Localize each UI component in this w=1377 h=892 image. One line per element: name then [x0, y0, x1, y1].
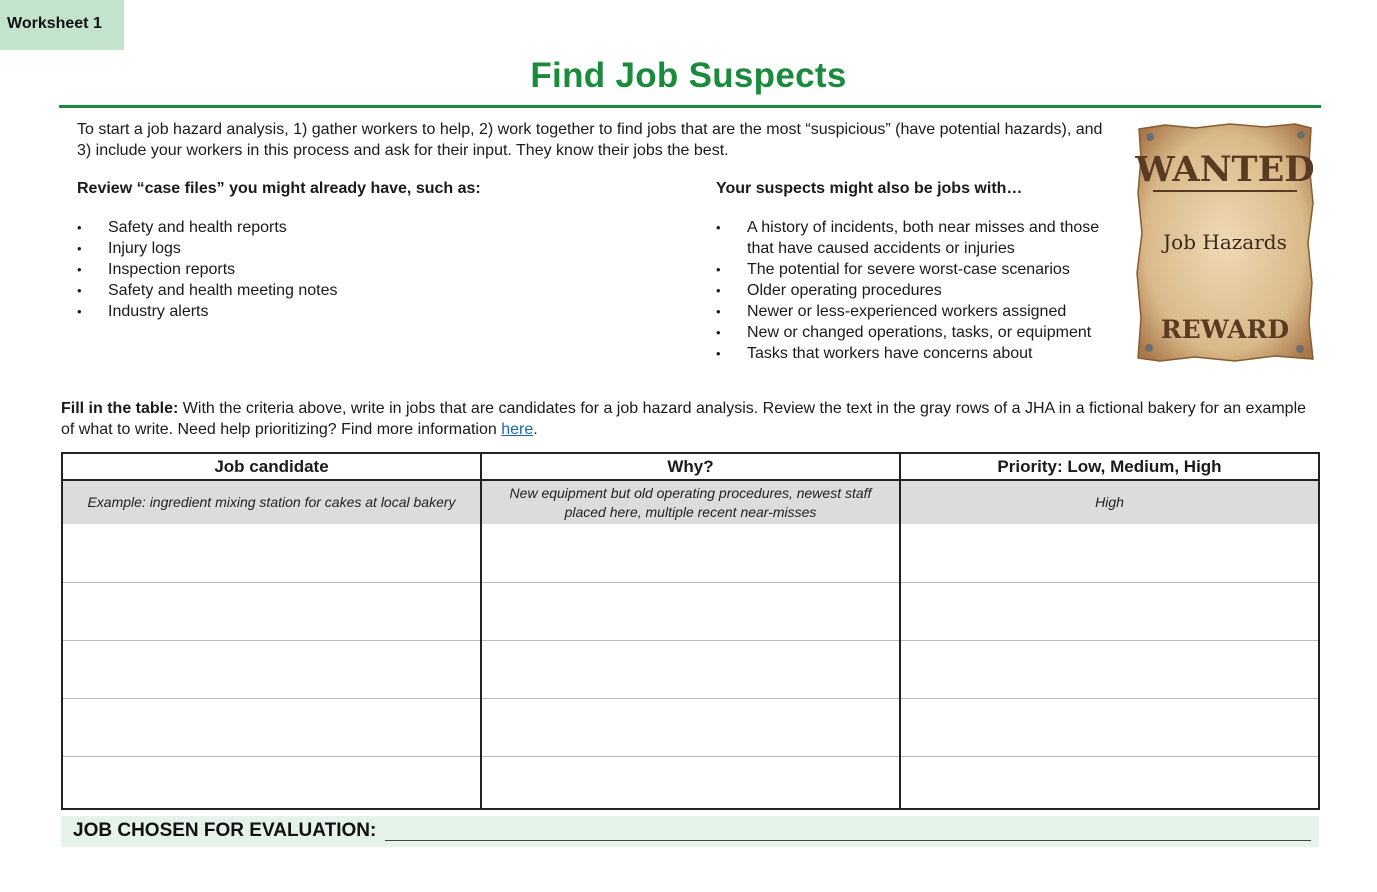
- list-item: • Industry alerts: [77, 301, 637, 322]
- list-item: • Newer or less-experienced workers assigned: [716, 301, 1121, 322]
- job-chosen-input-line[interactable]: [385, 840, 1311, 841]
- suspects-heading: Your suspects might also be jobs with…: [716, 180, 1023, 197]
- job-candidate-cell[interactable]: [62, 698, 481, 756]
- fill-instructions-label: Fill in the table:: [61, 400, 179, 417]
- header-job-candidate: Job candidate: [62, 453, 481, 480]
- poster-reward-text: REWARD: [1160, 315, 1290, 344]
- poster-wanted-text: WANTED: [1135, 149, 1315, 190]
- priority-cell[interactable]: [900, 698, 1319, 756]
- list-item: • Safety and health reports: [77, 217, 637, 238]
- fill-instructions: [61, 398, 1311, 440]
- job-chosen-label: JOB CHOSEN FOR EVALUATION:: [73, 820, 377, 841]
- list-item: • The potential for severe worst-case scenarios: [716, 259, 1121, 280]
- example-row: [62, 480, 1319, 524]
- table-row: [62, 640, 1319, 698]
- list-item: • New or changed operations, tasks, or equipment: [716, 322, 1121, 343]
- list-item: • Inspection reports: [77, 259, 637, 280]
- list-item: • A history of incidents, both near misses and those that have caused accidents or injuries: [716, 217, 1121, 259]
- job-candidate-cell[interactable]: [62, 640, 481, 698]
- job-candidate-cell[interactable]: [62, 756, 481, 809]
- why-cell[interactable]: [481, 756, 900, 809]
- wanted-poster-illustration: [1135, 123, 1315, 363]
- job-candidate-cell[interactable]: [62, 524, 481, 582]
- pin-icon: [1145, 344, 1153, 352]
- table-row: [62, 582, 1319, 640]
- job-candidate-cell[interactable]: [62, 582, 481, 640]
- table-row: [62, 756, 1319, 809]
- title-divider: [59, 105, 1321, 108]
- poster-job-hazards-text: Job Hazards: [1163, 230, 1287, 254]
- worksheet-tag: Worksheet 1: [0, 0, 124, 50]
- priority-cell[interactable]: [900, 756, 1319, 809]
- job-chosen-bar: [61, 816, 1319, 847]
- why-cell[interactable]: [481, 640, 900, 698]
- priority-cell[interactable]: [900, 524, 1319, 582]
- pin-icon: [1297, 131, 1305, 139]
- job-candidates-table: [61, 452, 1320, 810]
- priority-cell[interactable]: [900, 640, 1319, 698]
- example-why: New equipment but old operating procedures, newest staff placed here, multiple recent near-misses: [481, 480, 900, 524]
- page-title: Find Job Suspects: [530, 56, 847, 95]
- list-item: • Older operating procedures: [716, 280, 1121, 301]
- table-row: [62, 524, 1319, 582]
- pin-icon: [1146, 133, 1154, 141]
- fill-instructions-text: With the criteria above, write in jobs that are candidates for a job hazard analysis. Review the text in the gray rows of a JHA in a fictional bakery for an example of what to write. Need help prioritizing? Find more information: [61, 400, 1307, 438]
- fill-instructions-end: .: [533, 421, 538, 438]
- header-why: Why?: [481, 453, 900, 480]
- list-item: • Tasks that workers have concerns about: [716, 343, 1121, 364]
- priority-cell[interactable]: [900, 582, 1319, 640]
- header-priority: Priority: Low, Medium, High: [900, 453, 1319, 480]
- intro-paragraph: To start a job hazard analysis, 1) gather workers to help, 2) work together to find jobs that are the most “suspicious” (have potential hazards), and 3) include your workers in this process and ask for their input. They know their jobs the best.: [77, 121, 1103, 159]
- suspects-list: [716, 217, 1121, 364]
- case-files-list: [77, 217, 637, 322]
- why-cell[interactable]: [481, 582, 900, 640]
- example-priority: High: [900, 480, 1319, 524]
- why-cell[interactable]: [481, 524, 900, 582]
- list-item: • Injury logs: [77, 238, 637, 259]
- table-row: [62, 698, 1319, 756]
- why-cell[interactable]: [481, 698, 900, 756]
- case-files-heading: Review “case files” you might already have, such as:: [77, 180, 481, 197]
- here-link[interactable]: here: [501, 421, 534, 438]
- pin-icon: [1296, 345, 1304, 353]
- list-item: • Safety and health meeting notes: [77, 280, 637, 301]
- example-job-candidate: Example: ingredient mixing station for cakes at local bakery: [62, 480, 481, 524]
